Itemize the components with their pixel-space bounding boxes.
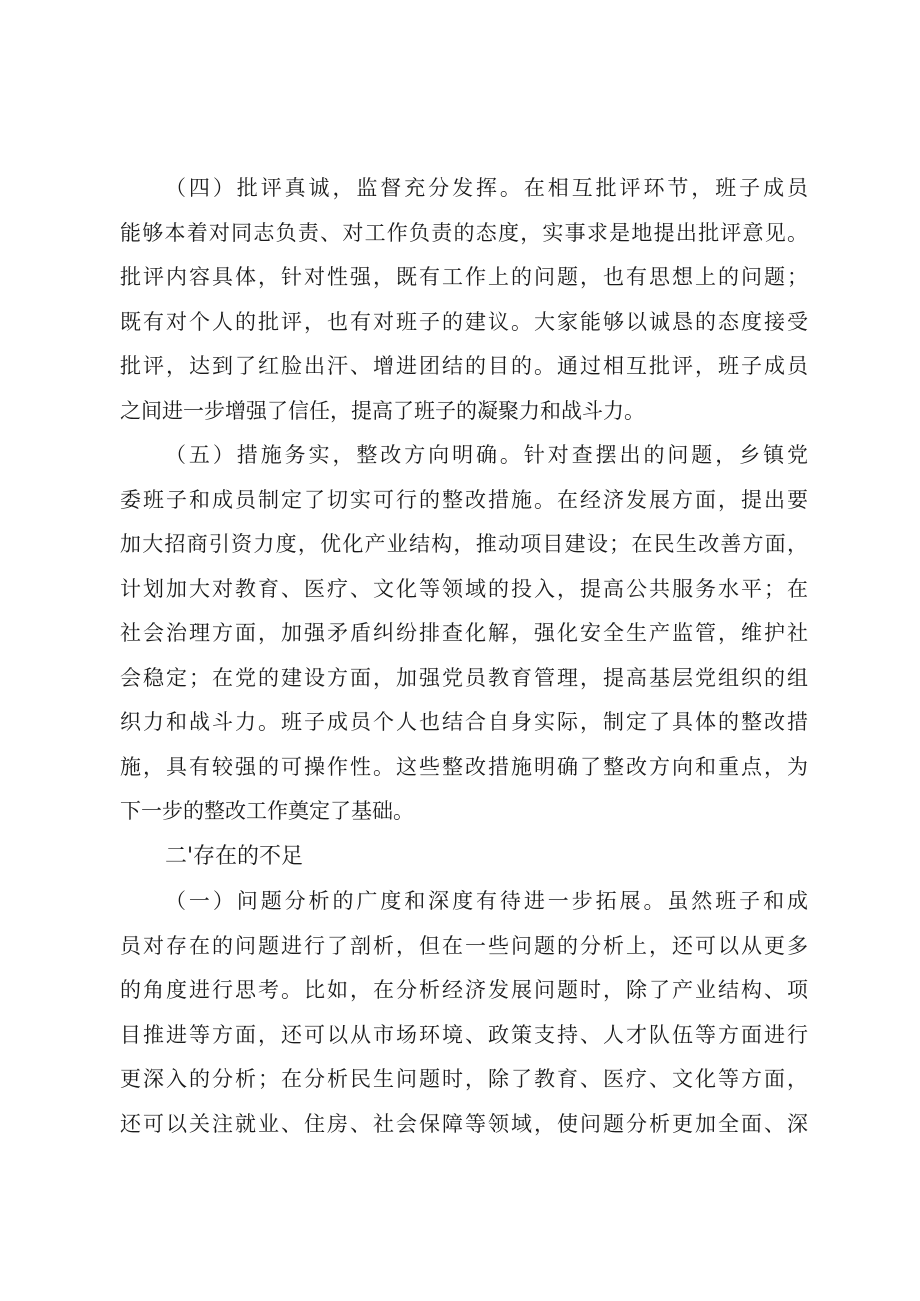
- paragraph-line: （四）批评真诚，监督充分发挥。在相互批评环节，班子成员: [165, 176, 808, 200]
- paragraph-line: 社会治理方面，加强矛盾纠纷排查化解，强化安全生产监管，维护社: [120, 621, 808, 645]
- paragraph-line: 织力和战斗力。班子成员个人也结合自身实际，制定了具体的整改措: [120, 710, 808, 734]
- paragraph-line: （五）措施务实，整改方向明确。针对查摆出的问题，乡镇党: [165, 443, 808, 467]
- paragraph-line: 员对存在的问题进行了剖析，但在一些问题的分析上，还可以从更多: [120, 934, 808, 958]
- paragraph-line: 之间进一步增强了信任，提高了班子的凝聚力和战斗力。: [120, 399, 645, 423]
- paragraph-line: 还可以关注就业、住房、社会保障等领域，使问题分析更加全面、深: [120, 1112, 808, 1136]
- paragraph-line: 下一步的整改工作奠定了基础。: [120, 799, 414, 823]
- section-heading: 二'存在的不足: [165, 844, 304, 869]
- paragraph-line: 更深入的分析；在分析民生问题时，除了教育、医疗、文化等方面，: [120, 1067, 808, 1091]
- paragraph-line: 加大招商引资力度，优化产业结构，推动项目建设；在民生改善方面，: [120, 532, 808, 556]
- paragraph-line: 会稳定；在党的建设方面，加强党员教育管理，提高基层党组织的组: [120, 666, 808, 690]
- paragraph-line: （一）问题分析的广度和深度有待进一步拓展。虽然班子和成: [165, 889, 808, 913]
- paragraph-line: 既有对个人的批评，也有对班子的建议。大家能够以诚恳的态度接受: [120, 310, 808, 334]
- paragraph-line: 委班子和成员制定了切实可行的整改措施。在经济发展方面，提出要: [120, 488, 808, 512]
- paragraph-line: 计划加大对教育、医疗、文化等领域的投入，提高公共服务水平；在: [120, 577, 808, 601]
- paragraph-line: 目推进等方面，还可以从市场环境、政策支持、人才队伍等方面进行: [120, 1023, 808, 1047]
- paragraph-line: 的角度进行思考。比如，在分析经济发展问题时，除了产业结构、项: [120, 978, 808, 1002]
- paragraph-line: 批评内容具体，针对性强，既有工作上的问题，也有思想上的问题；: [120, 265, 808, 289]
- paragraph-line: 能够本着对同志负责、对工作负责的态度，实事求是地提出批评意见。: [120, 221, 808, 245]
- paragraph-line: 批评，达到了红脸出汗、增进团结的目的。通过相互批评，班子成员: [120, 354, 808, 378]
- paragraph-line: 施，具有较强的可操作性。这些整改措施明确了整改方向和重点，为: [120, 755, 808, 779]
